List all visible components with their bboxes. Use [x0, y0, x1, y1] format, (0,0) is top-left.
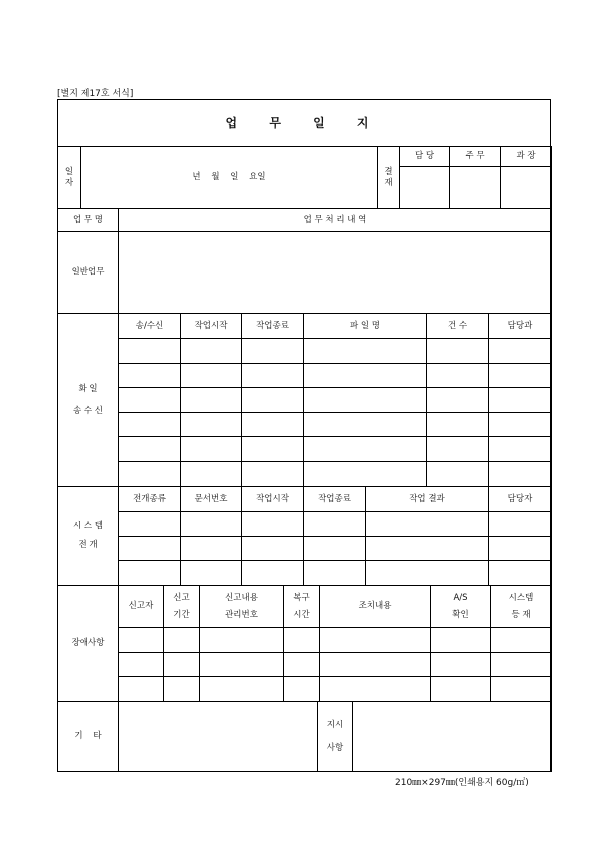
- table-cell[interactable]: [181, 512, 242, 537]
- table-row: [58, 537, 552, 561]
- table-cell[interactable]: [427, 462, 489, 487]
- file-transfer-label: 화 일 송 수 신: [58, 314, 119, 487]
- general-work-label: 일반업무: [58, 232, 119, 314]
- table-cell[interactable]: [181, 437, 242, 462]
- table-cell[interactable]: [304, 462, 427, 487]
- table-cell[interactable]: [489, 339, 552, 364]
- other-table: [57, 701, 552, 772]
- general-work-field[interactable]: [119, 232, 552, 314]
- table-row: [58, 462, 552, 487]
- form-label: [별지 제17호 서식]: [57, 89, 134, 99]
- table-cell[interactable]: [304, 339, 427, 364]
- col-header: 작업시작: [181, 314, 242, 339]
- col-header: 시스템 등 재: [491, 586, 552, 628]
- table-cell[interactable]: [200, 653, 284, 677]
- col-header: 파 일 명: [304, 314, 427, 339]
- table-row: [58, 437, 552, 462]
- table-cell[interactable]: [491, 628, 552, 653]
- col-header: 전개종류: [119, 487, 181, 512]
- col-header: 작업시작: [242, 487, 304, 512]
- table-cell[interactable]: [181, 462, 242, 487]
- table-cell[interactable]: [242, 537, 304, 561]
- file-transfer-table: [57, 313, 552, 487]
- table-cell[interactable]: [242, 462, 304, 487]
- table-cell[interactable]: [242, 388, 304, 413]
- table-cell[interactable]: [242, 437, 304, 462]
- table-cell[interactable]: [304, 437, 427, 462]
- table-row: [58, 388, 552, 413]
- table-cell[interactable]: [119, 628, 164, 653]
- table-cell[interactable]: [489, 561, 552, 586]
- col-header: 작업종료: [242, 314, 304, 339]
- table-cell[interactable]: [284, 677, 320, 702]
- col-header: 건 수: [427, 314, 489, 339]
- table-row: [58, 512, 552, 537]
- table-row: [58, 653, 552, 677]
- table-cell[interactable]: [200, 628, 284, 653]
- date-label: 일 자: [58, 147, 81, 209]
- table-cell[interactable]: [164, 653, 200, 677]
- approval-col-header: 과 장: [501, 147, 552, 167]
- approval-sign-box[interactable]: [400, 167, 450, 209]
- other-field[interactable]: [119, 702, 318, 772]
- table-row: [58, 364, 552, 388]
- table-cell[interactable]: [320, 653, 431, 677]
- table-cell[interactable]: [427, 364, 489, 388]
- table-cell[interactable]: [304, 537, 366, 561]
- col-header: 작업 결과: [366, 487, 489, 512]
- table-cell[interactable]: [427, 413, 489, 437]
- instructions-label: 지시 사항: [318, 702, 353, 772]
- col-header: 복구 시간: [284, 586, 320, 628]
- table-cell[interactable]: [119, 437, 181, 462]
- table-cell[interactable]: [164, 628, 200, 653]
- table-cell[interactable]: [200, 677, 284, 702]
- table-cell[interactable]: [119, 339, 181, 364]
- table-cell[interactable]: [119, 537, 181, 561]
- table-cell[interactable]: [119, 462, 181, 487]
- table-cell[interactable]: [119, 364, 181, 388]
- date-approval-table: [57, 146, 552, 209]
- col-header: 신고 기간: [164, 586, 200, 628]
- table-cell[interactable]: [181, 561, 242, 586]
- table-cell[interactable]: [181, 413, 242, 437]
- table-cell[interactable]: [304, 364, 427, 388]
- table-cell[interactable]: [119, 413, 181, 437]
- table-cell[interactable]: [242, 413, 304, 437]
- table-cell[interactable]: [242, 364, 304, 388]
- table-cell[interactable]: [320, 677, 431, 702]
- col-header: 신고자: [119, 586, 164, 628]
- table-row: [58, 628, 552, 653]
- fault-label: 장애사항: [58, 586, 119, 702]
- table-cell[interactable]: [427, 388, 489, 413]
- table-cell[interactable]: [119, 677, 164, 702]
- system-deploy-table: [57, 486, 552, 586]
- approval-col-header: 담 당: [400, 147, 450, 167]
- table-cell[interactable]: [119, 653, 164, 677]
- table-cell[interactable]: [242, 339, 304, 364]
- table-cell[interactable]: [489, 413, 552, 437]
- approval-label: 결 재: [378, 147, 400, 209]
- table-cell[interactable]: [284, 653, 320, 677]
- table-cell[interactable]: [427, 339, 489, 364]
- table-cell[interactable]: [181, 364, 242, 388]
- col-header: 작업종료: [304, 487, 366, 512]
- table-cell[interactable]: [366, 561, 489, 586]
- table-row: [58, 413, 552, 437]
- table-cell[interactable]: [489, 364, 552, 388]
- col-header: 조치내용: [320, 586, 431, 628]
- approval-col-header: 주 무: [450, 147, 501, 167]
- instructions-field[interactable]: [353, 702, 552, 772]
- table-cell[interactable]: [242, 561, 304, 586]
- table-cell[interactable]: [181, 537, 242, 561]
- col-header: A/S 확인: [431, 586, 491, 628]
- approval-sign-box[interactable]: [501, 167, 552, 209]
- table-cell[interactable]: [242, 512, 304, 537]
- table-cell[interactable]: [366, 512, 489, 537]
- table-cell[interactable]: [491, 677, 552, 702]
- table-cell[interactable]: [320, 628, 431, 653]
- task-details-header: 업 무 처 리 내 역: [119, 209, 552, 232]
- task-table: [57, 208, 552, 314]
- other-label: 기 타: [58, 702, 119, 772]
- table-row: [58, 339, 552, 364]
- table-cell[interactable]: [304, 413, 427, 437]
- page-title: 업 무 일 지: [225, 116, 383, 130]
- table-row: [58, 677, 552, 702]
- table-cell[interactable]: [304, 561, 366, 586]
- table-cell[interactable]: [119, 561, 181, 586]
- paper-size-note: 210㎜×297㎜(인쇄용지 60g/㎡): [395, 778, 529, 788]
- table-cell[interactable]: [431, 628, 491, 653]
- table-cell[interactable]: [164, 677, 200, 702]
- table-cell[interactable]: [181, 339, 242, 364]
- table-cell[interactable]: [431, 677, 491, 702]
- col-header: 신고내용 관리번호: [200, 586, 284, 628]
- col-header: 송/수신: [119, 314, 181, 339]
- table-cell[interactable]: [304, 388, 427, 413]
- table-cell[interactable]: [366, 537, 489, 561]
- fault-table: [57, 585, 552, 702]
- table-cell[interactable]: [491, 653, 552, 677]
- table-cell[interactable]: [181, 388, 242, 413]
- table-cell[interactable]: [304, 512, 366, 537]
- table-cell[interactable]: [119, 388, 181, 413]
- table-cell[interactable]: [489, 388, 552, 413]
- col-header: 담당과: [489, 314, 552, 339]
- approval-sign-box[interactable]: [450, 167, 501, 209]
- col-header: 담당자: [489, 487, 552, 512]
- table-cell[interactable]: [489, 537, 552, 561]
- task-name-header: 업 무 명: [58, 209, 119, 232]
- table-cell[interactable]: [284, 628, 320, 653]
- col-header: 문서번호: [181, 487, 242, 512]
- system-deploy-label: 시 스 템 전 개: [58, 487, 119, 586]
- table-cell[interactable]: [489, 462, 552, 487]
- table-row: [58, 561, 552, 586]
- table-cell[interactable]: [489, 512, 552, 537]
- table-cell[interactable]: [427, 437, 489, 462]
- date-field[interactable]: 년 월 일 요일: [81, 147, 378, 209]
- table-cell[interactable]: [489, 437, 552, 462]
- table-cell[interactable]: [431, 653, 491, 677]
- table-cell[interactable]: [119, 512, 181, 537]
